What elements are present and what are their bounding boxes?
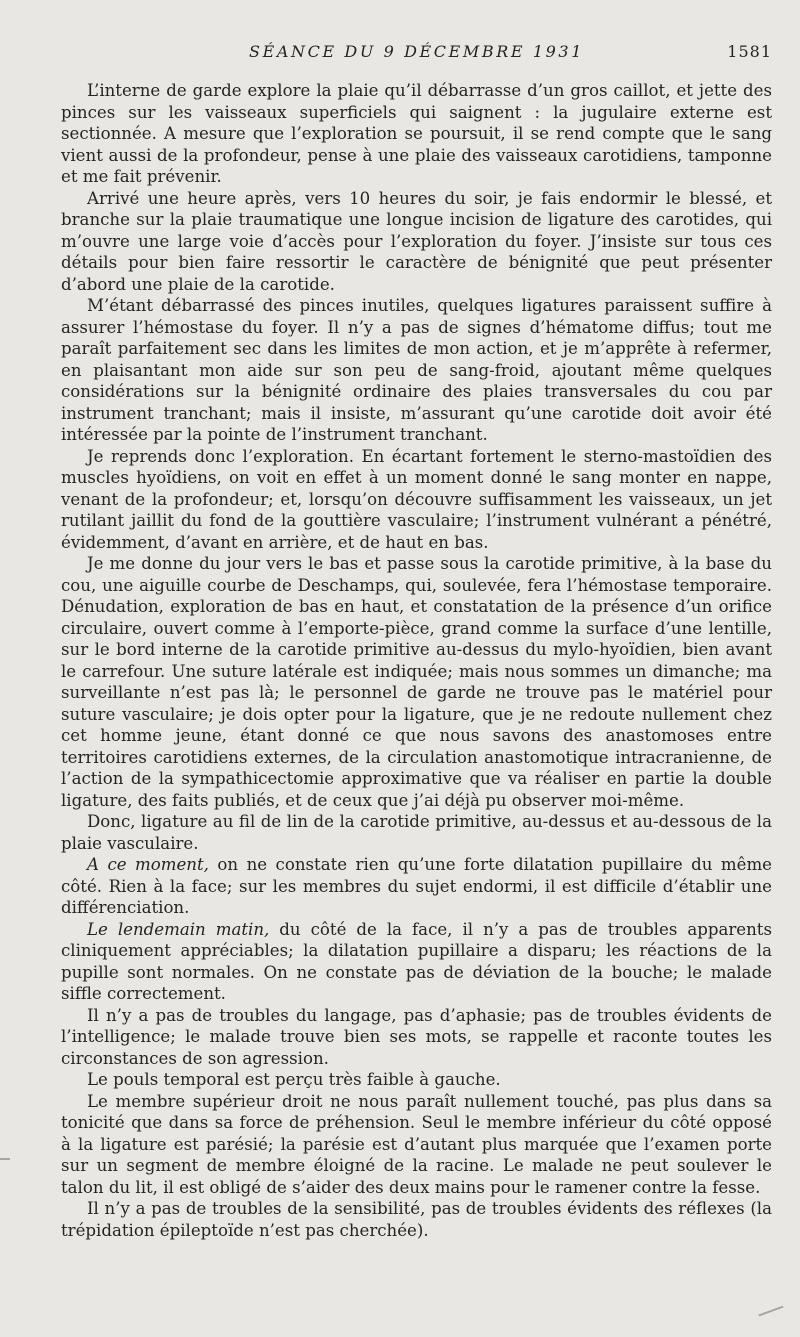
article-body — [61, 80, 772, 1241]
paragraph: Le membre supérieur droit ne nous paraît nullement touché, pas plus dans sa tonicité que dans sa force de préhension. Seul le membre inférieur du côté opposé à la ligature est parésié; la parésie est d’autant plus marquée que l’examen porte sur un segment de membre éloigné de la racine. Le malade ne peut soulever le talon du lit, il est obligé de s’aider des deux mains pour le ramener contre la fesse. — [61, 1091, 772, 1197]
paragraph: Donc, ligature au fil de lin de la carotide primitive, au-dessus et au-dessous de la plaie vasculaire. — [61, 812, 772, 853]
running-head — [61, 40, 772, 66]
running-head-title: SÉANCE DU 9 DÉCEMBRE 1931 — [249, 42, 584, 61]
paragraph-italic-lead: Le lendemain matin, du côté de la face, il n’y a pas de troubles apparents cliniquement appréciables; la dilatation pupillaire a disparu; les réactions de la pupille sont normales. On ne constate pas de déviation de la bouche; le malade siffle correctement. — [61, 919, 772, 1003]
paragraph: M’étant débarrassé des pinces inutiles, quelques ligatures paraissent suffire à assurer l’hémostase du foyer. Il n’y a pas de signes d’hématome diffus; tout me paraît parfaitement sec dans les limites de mon action, et je m’apprête à refermer, en plaisantant mon aide sur son peu de sang-froid, ajoutant même quelques considérations sur la bénignité ordinaire des plaies transversales du cou par instrument tranchant; mais il insiste, m’assurant qu’une carotide doit avoir été intéressée par la pointe de l’instrument tranchant. — [61, 296, 772, 444]
corner-mark — [758, 1306, 783, 1317]
paragraph: Je me donne du jour vers le bas et passe sous la carotide primitive, à la base du cou, une aiguille courbe de Deschamps, qui, soulevée, fera l’hémostase temporaire. Dénudation, exploration de bas en haut, et constatation de la présence d’un orifice circulaire, ouvert comme à l’emporte-pièce, grand comme la surface d’une lentille, sur le bord interne de la carotide primitive au-dessus du mylo-hyoïdien, bien avant le carrefour. Une suture latérale est indiquée; mais nous sommes un dimanche; ma surveillante n’est pas là; le personnel de garde ne trouve pas le matériel pour suture vasculaire; je dois opter pour la ligature, que je ne redoute nullement chez cet homme jeune, étant donné ce que nous savons des anastomoses entre territoires carotidiens externes, de la circulation anastomotique intracranienne, de l’action de la sympathicectomie approximative que va réaliser en partie la double ligature, des faits publiés, et de ceux que j’ai déjà pu observer moi-même. — [61, 554, 772, 810]
paragraph-italic-lead: A ce moment, on ne constate rien qu’une forte dilatation pupillaire du même côté. Rien à la face; sur les membres du sujet endormi, il est difficile d’établir une différenciation. — [61, 855, 772, 917]
paragraph: Il n’y a pas de troubles de la sensibilité, pas de troubles évidents des réflexes (la trépidation épileptoïde n’est pas cherchée). — [61, 1199, 772, 1240]
paragraph: Arrivé une heure après, vers 10 heures du soir, je fais endormir le blessé, et branche sur la plaie traumatique une longue incision de ligature des carotides, qui m’ouvre une large voie d’accès pour l’exploration du foyer. J’insiste sur tous ces détails pour bien faire ressortir le caractère de bénignité que peut présenter d’abord une plaie de la carotide. — [61, 188, 772, 294]
page-number: 1581 — [727, 42, 772, 61]
paragraph: Le pouls temporal est perçu très faible à gauche. — [87, 1070, 501, 1089]
italic-lead: A ce moment, — [87, 855, 209, 874]
paragraph: Il n’y a pas de troubles du langage, pas d’aphasie; pas de troubles évidents de l’intelligence; le malade trouve bien ses mots, se rappelle et raconte toutes les circonstances de son agression. — [61, 1005, 772, 1068]
paragraph: L’interne de garde explore la plaie qu’il débarrasse d’un gros caillot, et jette des pinces sur les vaisseaux superficiels qui saignent : la jugulaire externe est sectionnée. A mesure que l’exploration se poursuit, il se rend compte que le sang vient aussi de la profondeur, pense à une plaie des vaisseaux carotidiens, tamponne et me fait prévenir. — [61, 81, 772, 186]
paragraph: Je reprends donc l’exploration. En écartant fortement le sterno-mastoïdien des muscles hyoïdiens, on voit en effet à un moment donné le sang monter en nappe, venant de la profondeur; et, lorsqu’on découvre suffisamment les vaisseaux, un jet rutilant jaillit du fond de la gouttière vasculaire; l’instrument vulnérant a pénétré, évidemment, d’avant en arrière, et de haut en bas. — [61, 446, 772, 552]
italic-lead: Le lendemain matin, — [87, 919, 270, 939]
margin-mark — [0, 1158, 10, 1160]
